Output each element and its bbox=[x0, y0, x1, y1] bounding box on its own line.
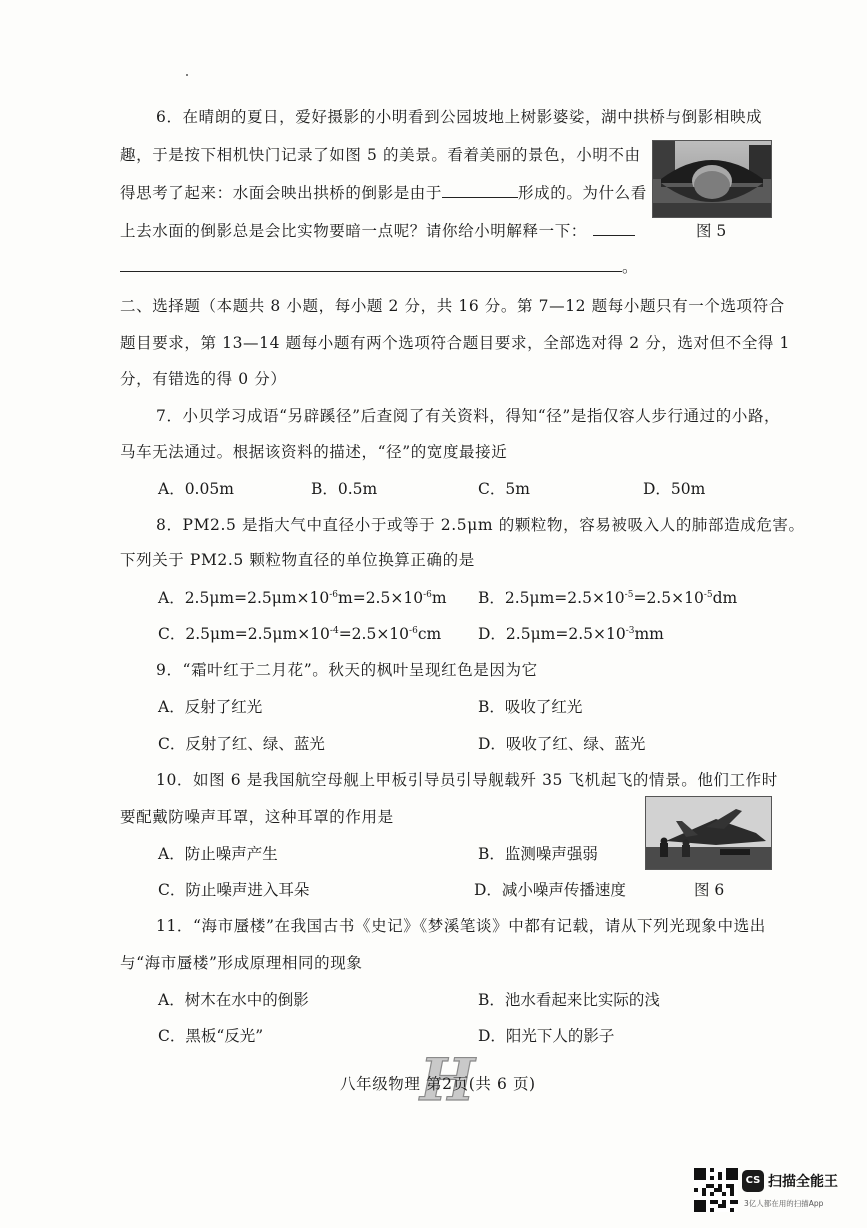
q6-line-4 bbox=[120, 219, 635, 241]
q11-line-1: 11．“海市蜃楼”在我国古书《史记》《梦溪笔谈》中都有记载，请从下列光现象中选出 bbox=[156, 917, 766, 935]
q10-option-c: C．防止噪声进入耳朵 bbox=[158, 881, 310, 899]
q8-option-a bbox=[158, 586, 447, 608]
q8-line-2: 下列关于 PM2.5 颗粒物直径的单位换算正确的是 bbox=[120, 551, 475, 569]
q6-line-1: 6．在晴朗的夏日，爱好摄影的小明看到公园坡地上树影婆娑，湖中拱桥与倒影相映成 bbox=[156, 108, 763, 126]
section2-line-2: 题目要求，第 13—14 题每小题有两个选项符合题目要求，全部选对得 2 分，选对但不全得 1 bbox=[120, 334, 791, 352]
q9-option-b: B．吸收了红光 bbox=[478, 698, 583, 716]
q6-line-3-b: 形成的。为什么看 bbox=[518, 184, 647, 202]
page-footer: 八年级物理 第2页(共 6 页) bbox=[340, 1075, 536, 1093]
q8-b-exp1: -5 bbox=[624, 589, 634, 600]
q8-a-exp1: -6 bbox=[329, 589, 339, 600]
q9-line-1: 9．“霜叶红于二月花”。秋天的枫叶呈现红色是因为它 bbox=[156, 661, 538, 679]
q8-option-b bbox=[478, 586, 737, 608]
q8-a-mid: m=2.5×10 bbox=[338, 589, 424, 607]
section2-line-1: 二、选择题（本题共 8 小题，每小题 2 分，共 16 分。第 7—12 题每小题只有一个选项符合 bbox=[120, 297, 785, 315]
q11-option-b: B．池水看起来比实际的浅 bbox=[478, 991, 660, 1009]
q9-option-c: C．反射了红、绿、蓝光 bbox=[158, 735, 325, 753]
q10-option-a: A．防止噪声产生 bbox=[158, 845, 278, 863]
scanner-tagline: 3亿人都在用的扫描App bbox=[744, 1199, 824, 1208]
q8-d-exp1: -3 bbox=[625, 625, 635, 636]
scanner-qr-code bbox=[694, 1168, 738, 1212]
scan-speck bbox=[186, 74, 188, 76]
q10-line-2: 要配戴防噪声耳罩，这种耳罩的作用是 bbox=[120, 808, 394, 826]
q11-option-c: C．黑板“反光” bbox=[158, 1027, 264, 1045]
q7-line-2: 马车无法通过。根据该资料的描述，“径”的宽度最接近 bbox=[120, 443, 508, 461]
carrier-deck-image bbox=[646, 797, 771, 869]
q8-a-post: m bbox=[431, 589, 447, 607]
q7-option-a: A．0.05m bbox=[158, 480, 234, 498]
watermark-h-logo: H bbox=[420, 1046, 465, 1114]
q10-line-1: 10．如图 6 是我国航空母舰上甲板引导员引导舰载歼 35 飞机起飞的情景。他们工作时 bbox=[156, 771, 778, 789]
q8-option-d bbox=[478, 622, 664, 644]
scanner-logo-text: CS bbox=[745, 1175, 761, 1186]
q8-d-pre: D．2.5μm=2.5×10 bbox=[478, 625, 626, 643]
q6-line-3 bbox=[120, 181, 647, 203]
q10-option-b: B．监测噪声强弱 bbox=[478, 845, 598, 863]
figure-6-aircraft-carrier-photo bbox=[645, 796, 772, 870]
q10-option-d: D．减小噪声传播速度 bbox=[474, 881, 626, 899]
q8-b-mid: =2.5×10 bbox=[633, 589, 704, 607]
scanner-logo-icon bbox=[742, 1170, 764, 1192]
q6-line-5 bbox=[120, 255, 638, 277]
q8-b-exp2: -5 bbox=[703, 589, 713, 600]
q6-blank-2a bbox=[593, 221, 635, 236]
bridge-image bbox=[653, 141, 771, 217]
q6-blank-2b bbox=[120, 257, 622, 272]
q8-c-exp2: -6 bbox=[409, 625, 418, 636]
q11-line-2: 与“海市蜃楼”形成原理相同的现象 bbox=[120, 954, 363, 972]
q8-line-1: 8．PM2.5 是指大气中直径小于或等于 2.5μm 的颗粒物，容易被吸入人的肺部造成危害。 bbox=[156, 516, 805, 534]
q8-c-mid: =2.5×10 bbox=[338, 625, 410, 643]
q11-option-d: D．阳光下人的影子 bbox=[478, 1027, 615, 1045]
q11-option-a: A．树木在水中的倒影 bbox=[158, 991, 309, 1009]
q8-c-exp1: -4 bbox=[329, 625, 339, 636]
q6-end-mark: 。 bbox=[622, 258, 639, 276]
q6-line-3-a: 得思考了起来：水面会映出拱桥的倒影是由于 bbox=[120, 184, 443, 202]
q8-c-post: cm bbox=[417, 625, 442, 643]
q6-line-4-text: 上去水面的倒影总是会比实物要暗一点呢？请你给小明解释一下： bbox=[120, 222, 587, 240]
q7-option-d: D．50m bbox=[643, 480, 706, 498]
q8-a-exp2: -6 bbox=[423, 589, 432, 600]
figure-6-caption: 图 6 bbox=[694, 881, 725, 899]
q6-line-2: 趣，于是按下相机快门记录了如图 5 的美景。看着美丽的景色，小明不由 bbox=[120, 146, 641, 164]
q9-option-a: A．反射了红光 bbox=[158, 698, 263, 716]
q9-option-d: D．吸收了红、绿、蓝光 bbox=[478, 735, 646, 753]
q8-b-post: dm bbox=[712, 589, 738, 607]
q7-option-b: B．0.5m bbox=[311, 480, 378, 498]
section2-line-3: 分，有错选的得 0 分） bbox=[120, 370, 287, 388]
q8-option-c bbox=[158, 622, 441, 644]
figure-5-caption: 图 5 bbox=[696, 222, 727, 240]
q6-blank-1 bbox=[442, 183, 518, 198]
q8-d-post: mm bbox=[634, 625, 664, 643]
q8-b-pre: B．2.5μm=2.5×10 bbox=[478, 589, 625, 607]
scanner-app-name: 扫描全能王 bbox=[768, 1174, 838, 1190]
q8-a-pre: A．2.5μm=2.5μm×10 bbox=[158, 589, 330, 607]
q7-line-1: 7．小贝学习成语“另辟蹊径”后查阅了有关资料，得知“径”是指仅容人步行通过的小路， bbox=[156, 407, 781, 425]
q7-option-c: C．5m bbox=[478, 480, 530, 498]
figure-5-bridge-photo bbox=[652, 140, 772, 218]
q8-c-pre: C．2.5μm=2.5μm×10 bbox=[158, 625, 330, 643]
